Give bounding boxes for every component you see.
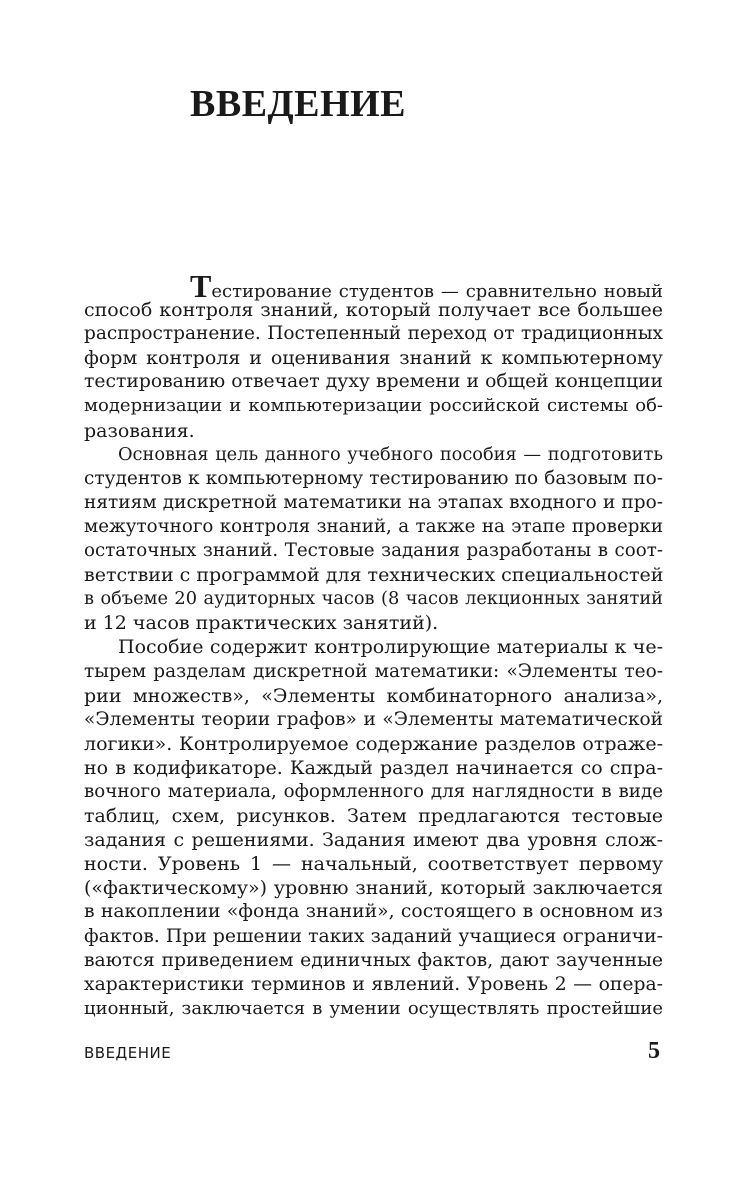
text-line: остаточных знаний. Тестовые задания разработаны в соот- bbox=[84, 540, 663, 562]
body-text bbox=[84, 268, 664, 1021]
text-line: Пособие содержит контролирующие материалы к че- bbox=[118, 636, 663, 659]
text-line: тестированию отвечает духу времени и общей концепции bbox=[84, 371, 663, 393]
text-line: форм контроля и оценивания знаний к компьютерному bbox=[84, 347, 663, 370]
text-line: фактов. При решении таких заданий учащиеся ограничи- bbox=[84, 925, 663, 947]
text-line: характеристики терминов и явлений. Уровень 2 — опера- bbox=[84, 973, 663, 995]
text-line: способ контроля знаний, который получает все большее bbox=[84, 299, 663, 322]
text-line: ваются приведением единичных фактов, дают заученные bbox=[84, 949, 663, 971]
text-line: разования. bbox=[84, 419, 195, 442]
text-line: «Элементы теории графов» и «Элементы математической bbox=[84, 708, 663, 730]
page-number: 5 bbox=[648, 1038, 660, 1064]
chapter-title: ВВЕДЕНИЕ bbox=[190, 83, 406, 125]
text-line: тырем разделам дискретной математики: «Элементы тео- bbox=[84, 660, 663, 682]
text-line: Тестирование студентов — сравнительно новый bbox=[190, 268, 663, 304]
text-line: задания с решениями. Задания имеют два уровня слож- bbox=[84, 829, 663, 852]
text-line: студентов к компьютерному тестированию по базовым по- bbox=[84, 467, 663, 489]
text-line: в объеме 20 аудиторных часов (8 часов лекционных занятий bbox=[84, 589, 663, 610]
text-line: нятиям дискретной математики на этапах входного и про- bbox=[84, 491, 663, 513]
text-line: в накоплении «фонда знаний», состоящего в основном из bbox=[84, 901, 663, 923]
text-line: распространение. Постепенный переход от традиционных bbox=[84, 323, 663, 345]
text-line: ционный, заключается в умении осуществлять простейшие bbox=[84, 997, 663, 1019]
text-line: но в кодификаторе. Каждый раздел начинается со спра- bbox=[84, 756, 663, 779]
text-line: логики». Контролируемое содержание разделов отраже- bbox=[84, 732, 663, 755]
text-line: ветствии с программой для технических специальностей bbox=[84, 564, 664, 587]
text-line: вочного материала, оформленного для наглядности в виде bbox=[84, 780, 663, 802]
paragraph-3 bbox=[84, 635, 663, 1021]
text-line: рии множеств», «Элементы комбинаторного анализа», bbox=[84, 684, 663, 707]
text-line: ности. Уровень 1 — начальный, соответствует первому bbox=[84, 853, 663, 876]
text-line: межуточного контроля знаний, а также на этапе проверки bbox=[84, 515, 663, 537]
text-line: и 12 часов практических занятий). bbox=[84, 612, 439, 635]
drop-cap: Т bbox=[190, 268, 212, 304]
paragraph-2 bbox=[84, 443, 663, 636]
paragraph-1 bbox=[84, 268, 663, 443]
text-line: таблиц, схем, рисунков. Затем предлагаются тестовые bbox=[84, 805, 663, 828]
text-line: Основная цель данного учебного пособия — подготовить bbox=[118, 444, 663, 465]
text-line: модернизации и компьютеризации российской системы об- bbox=[84, 395, 663, 417]
text-line: («фактическому») уровню знаний, который заключается bbox=[84, 877, 663, 900]
running-head: ВВЕДЕНИЕ bbox=[84, 1044, 172, 1062]
